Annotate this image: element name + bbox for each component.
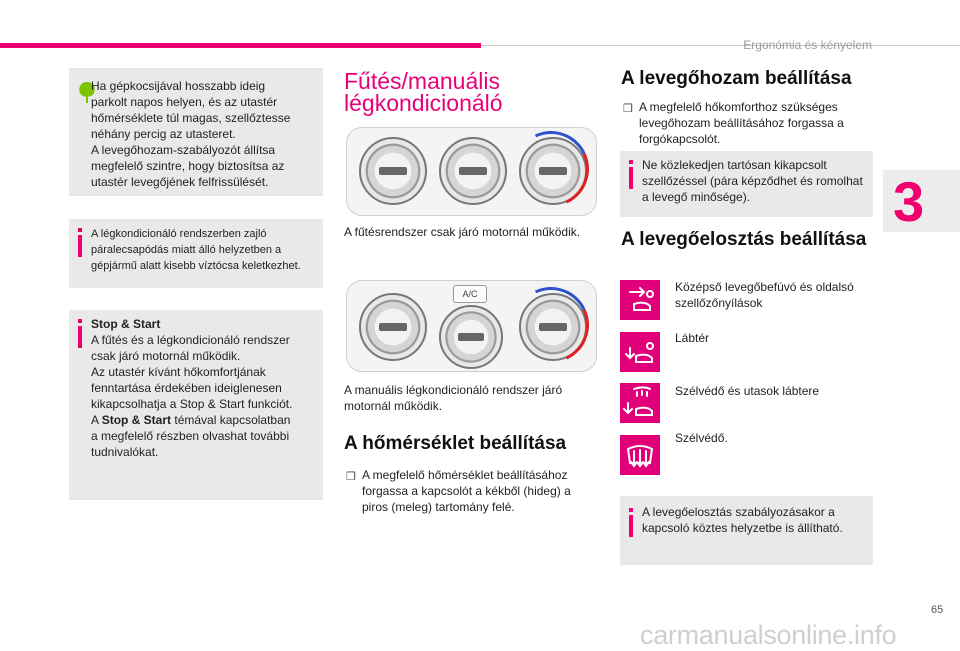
info-airflow-line: a levegő minősége). xyxy=(642,190,751,204)
eco-tip-line: utastér levegőjének felfrissülését. xyxy=(91,175,269,189)
eco-tip-line: hőmérséklete túl magas, szellőztesse xyxy=(91,111,291,125)
airflow-line: levegőhozam beállításához forgassa a xyxy=(639,116,844,130)
distribution-item-label: Szélvédő. xyxy=(675,431,728,445)
windscreen-foot-icon xyxy=(620,383,660,423)
distribution-item-label: Lábtér xyxy=(675,331,710,345)
face-vent-icon xyxy=(620,280,660,320)
manual-caption-line1: A manuális légkondicionáló rendszer járó xyxy=(344,383,563,397)
info-distribution-box xyxy=(620,496,873,565)
fan-knob xyxy=(359,137,427,205)
stop-start-line: kikapcsolhatja a Stop & Start funkciót. xyxy=(91,397,293,411)
distribution-item-label: Szélvédő és utasok lábtere xyxy=(675,384,820,398)
temperature-heading: A hőmérséklet beállítása xyxy=(344,433,567,454)
info-airflow-box xyxy=(620,151,873,217)
heating-panel-illustration xyxy=(346,127,597,216)
eco-tip-box xyxy=(69,68,323,196)
manual-caption-line2: motornál működik. xyxy=(344,399,443,413)
stop-start-title: Stop & Start xyxy=(91,317,161,331)
stop-start-line: fenntartása érdekében ideiglenesen xyxy=(91,381,282,395)
temperature-line: piros (meleg) tartomány felé. xyxy=(362,500,515,514)
bullet-marker: ❒ xyxy=(623,103,633,115)
stop-start-line: A Stop & Start témával kapcsolatban xyxy=(91,413,291,427)
info-ac-line: A légkondicionáló rendszerben zajló xyxy=(91,228,267,240)
distribution-knob xyxy=(439,305,503,369)
temperature-line: A megfelelő hőmérséklet beállításához xyxy=(362,468,568,482)
eco-tip-line: néhány percig az utasteret. xyxy=(91,127,236,141)
info-stop-start-box xyxy=(69,310,323,500)
airflow-line: A megfelelő hőkomforthoz szükséges xyxy=(639,100,838,114)
distribution-item-label: Középső levegőbefúvó és oldalsó xyxy=(675,280,854,294)
section-title: Ergonómia és kényelem xyxy=(743,38,872,52)
chapter-number: 3 xyxy=(893,170,925,233)
page-title-line2: légkondicionáló xyxy=(344,90,503,116)
eco-tip-line: megfelelő szintre, hogy biztosítsa az xyxy=(91,159,285,173)
header-rule xyxy=(481,45,960,46)
distribution-item-label: szellőzőnyílások xyxy=(675,296,763,310)
info-ac-line: gépjármű alatt kisebb víztócsa keletkezhet. xyxy=(91,260,301,272)
page-title-line1: Fűtés/manuális xyxy=(344,68,500,94)
info-ac-box xyxy=(69,219,323,288)
eco-tip-line: A levegőhozam-szabályozót állítsa xyxy=(91,143,276,157)
temperature-scale xyxy=(502,276,599,373)
stop-start-line: a megfelelő részben olvashat további xyxy=(91,429,290,443)
airflow-line: forgókapcsolót. xyxy=(639,132,721,146)
heating-caption: A fűtésrendszer csak járó motornál működik. xyxy=(344,225,581,239)
info-distribution-line: A levegőelosztás szabályozásakor a xyxy=(642,505,835,519)
stop-start-line: Az utastér kívánt hőkomfortjának xyxy=(91,365,266,379)
stop-start-line: A fűtés és a légkondicionáló rendszer xyxy=(91,333,290,347)
info-airflow-line: szellőzéssel (pára képződhet és romolhat xyxy=(642,174,863,188)
temperature-line: forgassa a kapcsolót a kékből (hideg) a xyxy=(362,484,571,498)
eco-tip-line: parkolt napos helyen, és az utastér xyxy=(91,95,278,109)
stop-start-line: csak járó motornál működik. xyxy=(91,349,241,363)
header-accent-bar xyxy=(0,43,481,48)
distribution-heading: A levegőelosztás beállítása xyxy=(621,229,867,250)
eco-tip-line: Ha gépkocsijával hosszabb ideig xyxy=(91,79,266,93)
info-airflow-line: Ne közlekedjen tartósan kikapcsolt xyxy=(642,158,827,172)
foot-vent-icon xyxy=(620,332,660,372)
distribution-knob xyxy=(439,137,507,205)
bullet-marker: ❒ xyxy=(346,471,356,483)
temperature-scale xyxy=(502,120,599,217)
fan-knob xyxy=(359,293,427,361)
page-number: 65 xyxy=(931,604,944,616)
airflow-heading: A levegőhozam beállítása xyxy=(621,68,852,89)
manual-ac-panel-illustration xyxy=(346,280,597,372)
info-distribution-line: kapcsoló köztes helyzetbe is állítható. xyxy=(642,521,843,535)
ac-button: A/C xyxy=(453,285,487,303)
stop-start-line: tudnivalókat. xyxy=(91,445,159,459)
info-ac-line: páralecsapódás miatt álló helyzetben a xyxy=(91,244,282,256)
windscreen-demist-icon xyxy=(620,435,660,475)
watermark: carmanualsonline.info xyxy=(640,620,897,650)
